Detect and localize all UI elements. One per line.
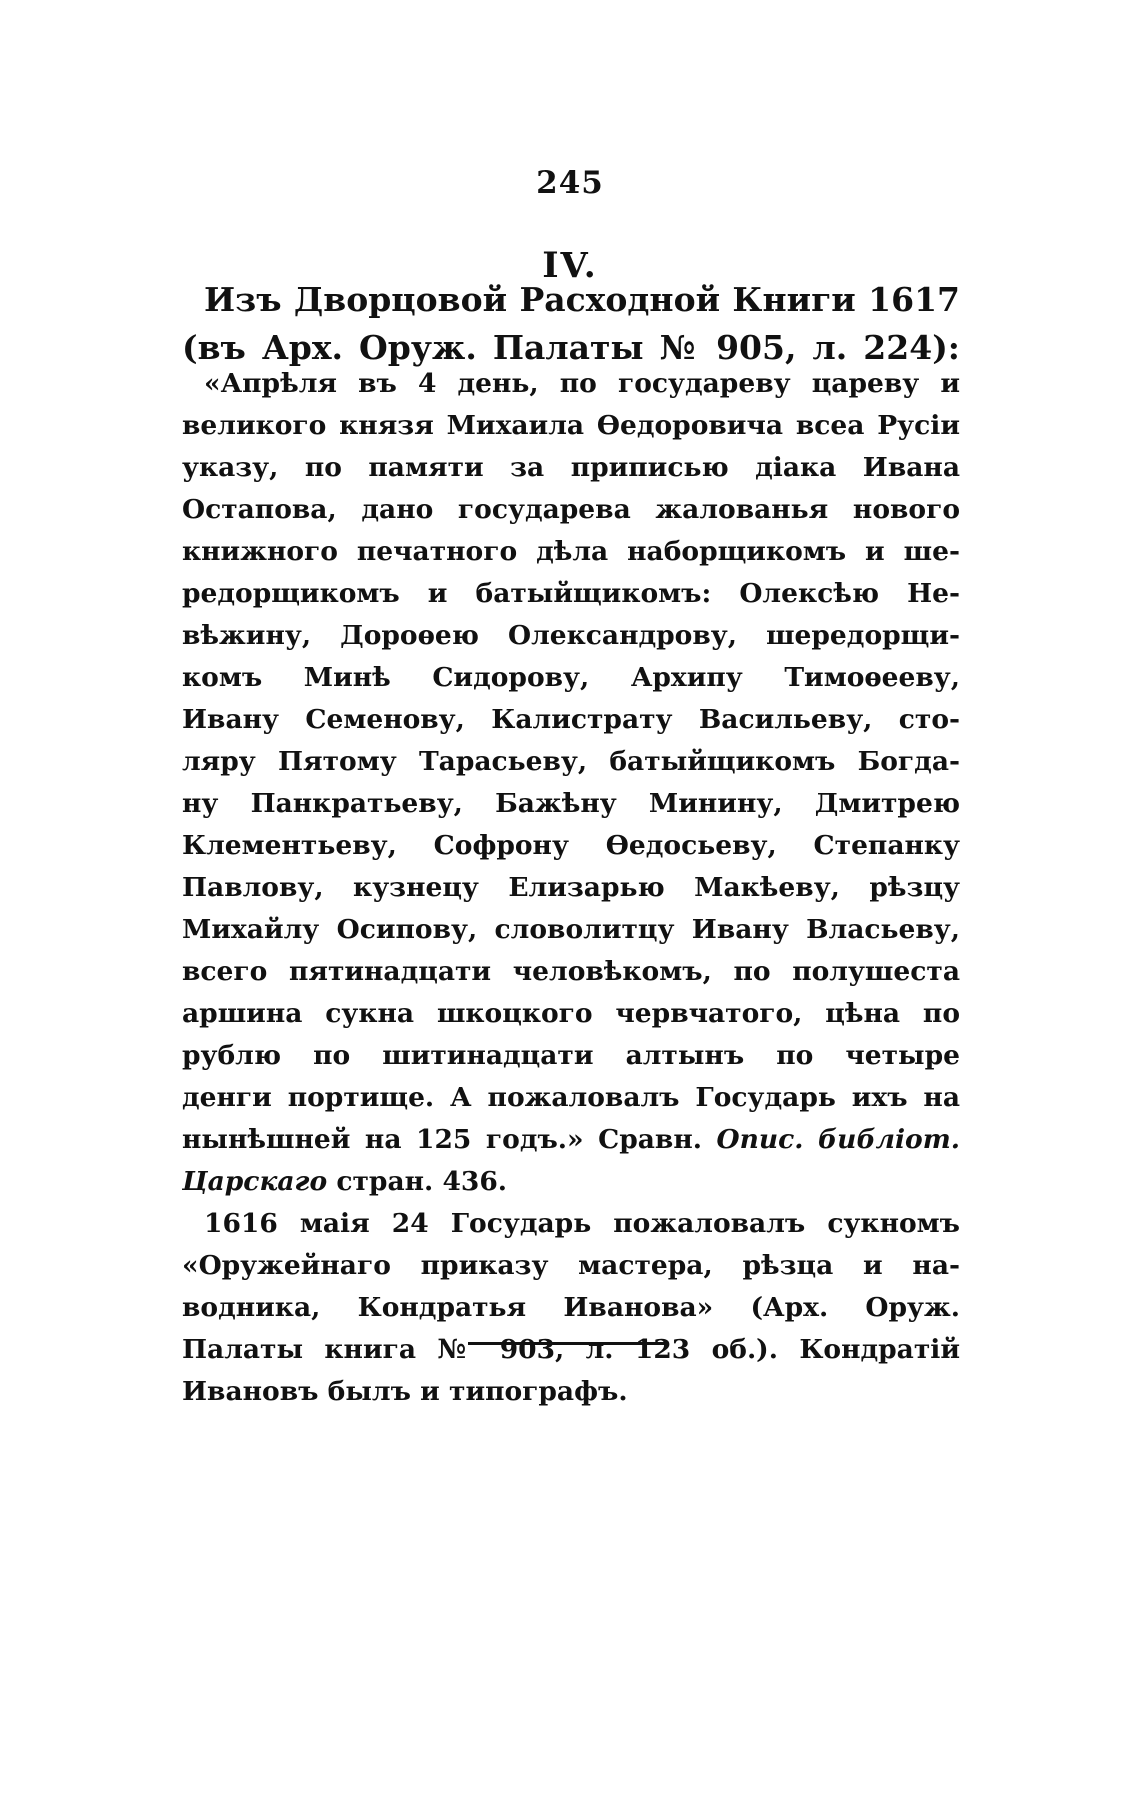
paragraph-1-line: всего пятинадцати человѣкомъ, по полушеста [182,956,960,987]
page-number: 245 [536,165,604,201]
paragraph-1 [182,363,960,1203]
paragraph-1-line: Клементьеву, Софрону Ѳедосьеву, Степанку [182,830,960,861]
paragraph-1-line: рублю по шитинадцати алтынъ по четыре [182,1040,960,1071]
end-rule [468,1342,668,1345]
heading-line-1: Изъ Дворцовой Расходной Книги 1617 [204,280,960,319]
paragraph-2-line: Ивановъ былъ и типографъ. [182,1376,628,1407]
citation-line [182,1161,960,1203]
paragraph-1-line: комъ Минѣ Сидорову, Архипу Тимоѳееву, [182,662,960,693]
paragraph-1-line: Павлову, кузнецу Елизарью Макѣеву, рѣзцу [182,872,960,903]
paragraph-1-line: великого князя Михаила Ѳедоровича всеа Русіи [182,410,960,441]
paragraph-1-line: аршина сукна шкоцкого червчатого, цѣна по [182,998,960,1029]
paragraph-1-line: Михайлу Осипову, словолитцу Ивану Власьеву, [182,914,960,945]
paragraph-2-line: «Оружейнаго приказу мастера, рѣзца и на- [182,1250,960,1281]
paragraph-2-line: водника, Кондратья Иванова» (Арх. Оруж. [182,1292,960,1323]
section-numeral: IV. [542,245,598,286]
paragraph-1-line: указу, по памяти за приписью діака Ивана [182,452,960,483]
heading-block [182,276,960,372]
paragraph-1-line: Остапова, дано государева жалованья нового [182,494,960,525]
heading-line-2: (въ Арх. Оруж. Палаты № 905, л. 224): [182,328,960,367]
paragraph-2-line: 1616 маія 24 Государь пожаловалъ сукномъ [204,1208,960,1239]
paragraph-1-line: вѣжину, Дороѳею Олександрову, шередорщи- [182,620,960,651]
paragraph-1-line: книжного печатного дѣла наборщикомъ и ше- [182,536,960,567]
paragraph-1-line: ну Панкратьеву, Бажѣну Минину, Дмитрею [182,788,960,819]
paragraph-1-line: нынѣшней на 125 годъ.» Сравн. [182,1124,702,1155]
paragraph-2-line: Палаты книга № 903, л. 123 об.). Кондратій [182,1334,960,1365]
paragraph-1-line-with-citation [182,1119,960,1161]
paragraph-1-line: ляру Пятому Тарасьеву, батыйщикомъ Богда- [182,746,960,777]
citation-page: стран. 436. [336,1166,508,1197]
citation-title-cont: Царскаго [182,1166,328,1197]
paragraph-1-line: «Апрѣля въ 4 день, по государеву цареву и [204,368,960,399]
citation-title: Опис. библіот. [716,1124,960,1155]
paragraph-1-line: Ивану Семенову, Калистрату Васильеву, сто- [182,704,960,735]
paragraph-1-line: редорщикомъ и батыйщикомъ: Олексѣю Не- [182,578,960,609]
paragraph-1-line: денги портище. А пожаловалъ Государь ихъ на [182,1082,960,1113]
paragraph-2 [182,1203,960,1413]
